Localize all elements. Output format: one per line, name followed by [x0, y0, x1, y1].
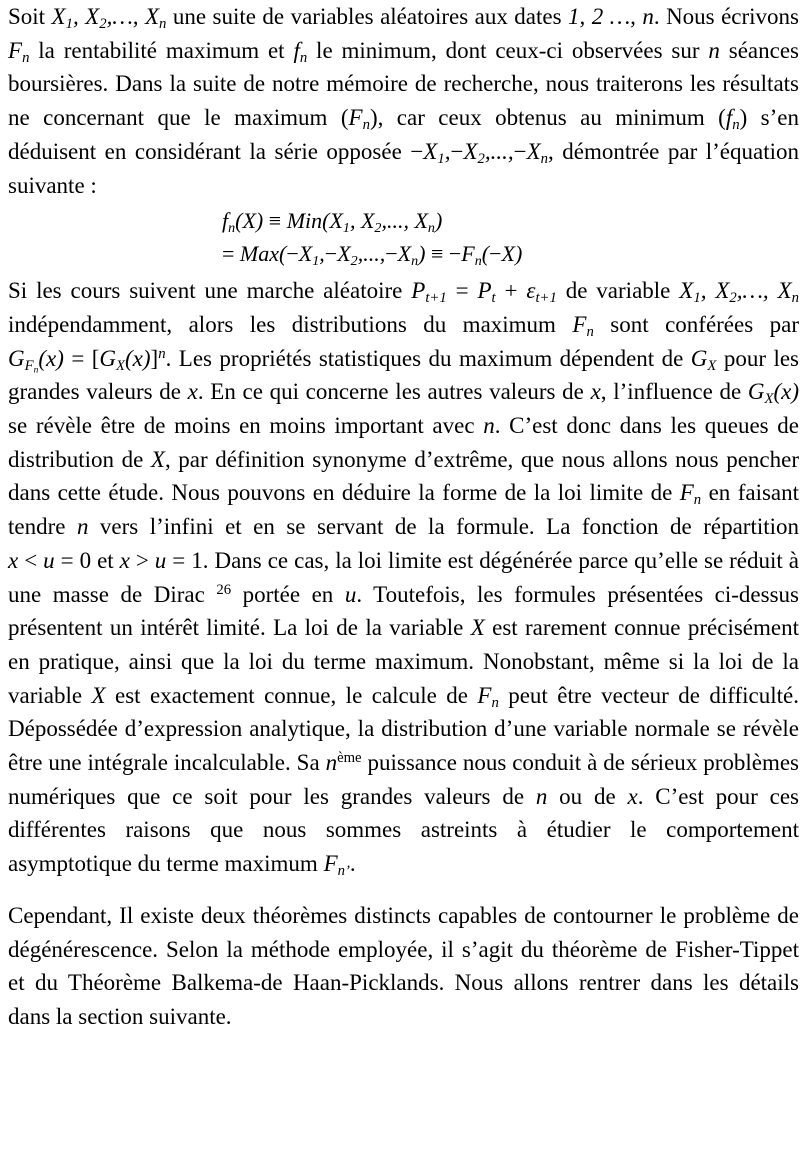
footnote-ref[interactable]: 26	[216, 581, 232, 598]
equation-block	[8, 204, 799, 270]
opposite-series: $-X_1,-X_2,...,-X_n$	[410, 138, 549, 167]
maximum-symbol: $F_n$	[8, 37, 30, 66]
paragraph-theorems: Cependant, Il existe deux théorèmes distincts capables de contourner le problème de dégénérescence. Selon la méthode employée, il s’agit du théorème de Fisher-Tippet et du Théorème Balkema-de Haan-Picklands. Nous allons rentrer dans les détails dans la section suivante.	[8, 902, 799, 1029]
distribution-formula: $G_{F_n}(x) = [G_X(x)]^n$	[8, 345, 166, 376]
paragraph-intro: Soit $X_1$, $X_2,\dots$, $X_n$ une suite de variables aléatoires aux dates 1, 2 …, n. Nous écrivons $F_n$ la rentabilité maximum et $f_n$ le minimum, dont ceux-ci observées sur n séances boursières. Dans la suite de notre mémoire de recherche, nous traiterons les résultats ne concernant que le maximum $(F_n)$, car ceux obtenus au minimum $(f_n)$ s’en déduisent en considérant la série opposée $-X_1,-X_2,...,-X_n$, démontrée par l’équation suivante :	[8, 4, 800, 198]
minimum-symbol: $f_n$	[293, 37, 308, 66]
variables-sequence: $X_1$, $X_2,\dots$, $X_n$	[51, 4, 167, 33]
repartition-condition-1: x < u = 0	[8, 547, 92, 573]
repartition-condition-2: x > u = 1	[119, 547, 203, 573]
paragraph-random-walk: Si les cours suivent une marche aléatoire $P_{t+1} = P_t + \varepsilon_{t+1}$ de variable $X_1$, $X_2,\dots$, $X_n$ indépendamment, alors les distributions du maximum $F_n$ sont conférées par $G_{F_n}(x) = [G_X(x)]^n$. Les propriétés statistiques du maximum dépendent de $G_X$ pour les grandes valeurs de x. En ce qui concerne les autres valeurs de x, l’influence de $G_X(x)$ se révèle être de moins en moins important avec n. C’est donc dans les queues de distribution de X, par définition synonyme d’extrême, que nous allons nous pencher dans cette étude. Nous pouvons en déduire la forme de la loi limite de $F_n$ en faisant tendre n vers l’infini et en se servant de la formule. La fonction de répartition x < u = 0 et x > u = 1. Dans ce cas, la loi limite est dégénérée parce qu’elle se réduit à une masse de Dirac $^{26}$ portée en u. Toutefois, les formules présentées ci-dessus présentent un intérêt limité. La loi de la variable X est rarement connue précisément en pratique, ainsi que la loi du terme maximum. Nonobstant, même si la loi de la variable X est exactement connue, le calcule de $F_n$ peut être vecteur de difficulté. Dépossédée d’expression analytique, la distribution d’une variable normale se révèle être une intégrale incalculable. Sa $n^{ème}$ puissance nous conduit à de sérieux problèmes numériques que ce soit pour les grandes valeurs de n ou de x. C’est pour ces différentes raisons que nous sommes astreints à étudier le comportement asymptotique du terme maximum $F_{n’}$.	[8, 278, 800, 880]
random-walk-formula: $P_{t+1} = P_t + \varepsilon_{t+1}$	[411, 278, 557, 307]
equation-line-1: $f_n(X) \equiv Min(X_1$, $X_2$,..., $X_n$)	[222, 208, 443, 237]
equation-line-2: = $Max(-X_1,-X_2,...,-X_n) \equiv -F_n(-X)$	[222, 241, 523, 270]
